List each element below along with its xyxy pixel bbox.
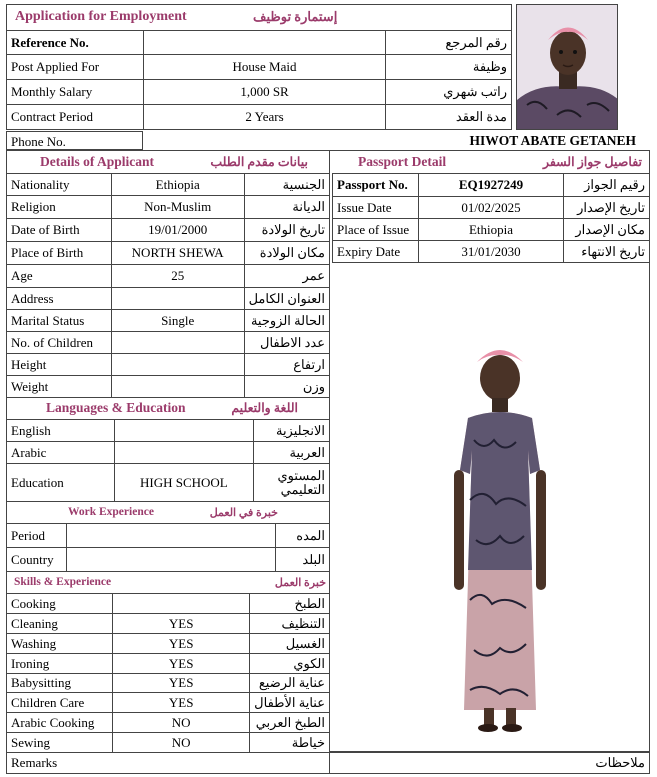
salary-label-ar: راتب شهري [386,80,512,105]
post-label: Post Applied For [7,55,144,80]
table-row: Cooking الطبخ [7,594,330,614]
remarks-label: Remarks [11,755,58,770]
salary-label: Monthly Salary [7,80,144,105]
details-title-en: Details of Applicant [40,154,155,169]
details-table [6,173,330,398]
phone-label-cell [6,131,143,150]
table-row: Marital Status Single الحالة الزوجية [7,310,330,332]
passport-table [332,173,650,263]
languages-title-en: Languages & Education [46,400,186,415]
full-body-icon [440,340,560,735]
skills-heading [6,571,330,593]
table-row: Washing YES الغسيل [7,634,330,654]
contract-value: 2 Years [143,105,385,130]
post-label-ar: وظيفة [386,55,512,80]
title-ar: إستمارة توظيف [253,9,338,24]
phone-label: Phone No. [11,134,66,149]
details-heading [6,151,330,173]
form-header [6,4,512,31]
table-row: Children Care YES عناية الأطفال [7,693,330,713]
table-row: Cleaning YES التنظيف [7,614,330,634]
languages-heading [6,397,330,419]
table-row [7,55,512,80]
languages-table [6,419,330,502]
table-row [7,105,512,130]
top-info-table [6,30,512,130]
portrait-icon [517,5,618,130]
table-row: Religion Non-Muslim الديانة [7,196,330,219]
table-row: Issue Date 01/02/2025 تاريخ الإصدار [333,197,650,219]
passport-title-ar: تفاصيل جواز السفر [542,155,642,169]
table-row: Passport No. EQ1927249 رقيم الجواز [333,174,650,197]
table-row: Sewing NO خياطة [7,733,330,753]
work-title-en: Work Experience [68,506,154,518]
table-row: Weight وزن [7,376,330,398]
phone-value-cell [143,131,433,150]
title-en: Application for Employment [15,9,187,24]
languages-title-ar: اللغة والتعليم [231,401,298,415]
table-row: Height ارتفاع [7,354,330,376]
reference-value [143,31,385,55]
table-row: Date of Birth 19/01/2000 تاريخ الولادة [7,219,330,242]
contract-label: Contract Period [7,105,144,130]
table-row: Place of Issue Ethiopia مكان الإصدار [333,219,650,241]
remarks-label-ar: ملاحظات [595,755,645,770]
work-table [6,523,330,572]
table-row: English الانجليزية [7,420,330,442]
table-row: Place of Birth NORTH SHEWA مكان الولادة [7,242,330,265]
skills-title-ar: خبرة العمل [274,576,326,589]
table-row: Expiry Date 31/01/2030 تاريخ الانتهاء [333,241,650,263]
work-heading [6,501,330,523]
table-row: Ironing YES الكوي [7,654,330,674]
table-row: Arabic العربية [7,442,330,464]
table-row [7,31,512,55]
table-row: Babysitting YES عناية الرضيع [7,674,330,693]
table-row: Age 25 عمر [7,265,330,288]
work-title-ar: خبرة في العمل [209,506,278,519]
reference-label: Reference No. [7,31,144,55]
table-row: Period المده [7,524,330,548]
post-value: House Maid [143,55,385,80]
portrait-photo [516,4,618,130]
contract-label-ar: مدة العقد [386,105,512,130]
salary-value: 1,000 SR [143,80,385,105]
passport-heading [330,151,650,173]
remarks-row [6,752,650,774]
passport-title-en: Passport Detail [358,154,447,169]
table-row: Arabic Cooking NO الطبخ العربي [7,713,330,733]
skills-title-en: Skills & Experience [14,576,112,588]
table-row: Country البلد [7,548,330,572]
table-row: No. of Children عدد الاطفال [7,332,330,354]
table-row: Nationality Ethiopia الجنسية [7,174,330,196]
skills-table [6,593,330,753]
reference-label-ar: رقم المرجع [386,31,512,55]
applicant-name: HIWOT ABATE GETANEH [469,133,636,148]
table-row: Address العنوان الكامل [7,288,330,310]
table-row [7,80,512,105]
table-row: Education HIGH SCHOOL المستوي التعليمي [7,464,330,502]
details-title-ar: بيانات مقدم الطلب [210,155,308,169]
full-length-photo [440,340,560,735]
